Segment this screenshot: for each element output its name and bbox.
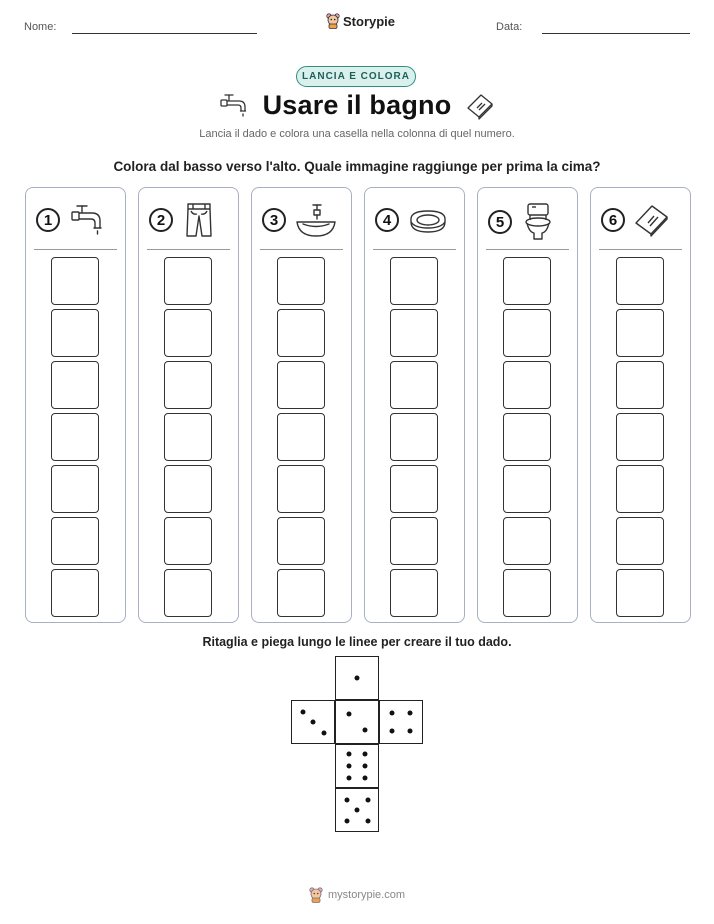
activity-badge: LANCIA E COLORA: [296, 66, 416, 87]
color-box[interactable]: [277, 309, 325, 357]
storypie-logo: [326, 13, 395, 29]
die-pip: [321, 730, 326, 735]
color-box[interactable]: [277, 257, 325, 305]
die-pip: [363, 752, 368, 757]
color-box[interactable]: [164, 465, 212, 513]
bear-mascot-icon: [326, 13, 340, 29]
die-face-center[interactable]: [335, 700, 379, 744]
box-stack: [164, 257, 212, 617]
die-face-top[interactable]: [335, 656, 379, 700]
color-box[interactable]: [164, 361, 212, 409]
color-box[interactable]: [616, 569, 664, 617]
color-box[interactable]: [616, 413, 664, 461]
color-box[interactable]: [277, 465, 325, 513]
date-line[interactable]: [542, 33, 690, 34]
color-box[interactable]: [390, 465, 438, 513]
column-header: [36, 202, 104, 238]
column-divider: [34, 249, 117, 250]
brand-name: Storypie: [343, 13, 396, 29]
color-box[interactable]: [616, 257, 664, 305]
column-1: [25, 187, 126, 623]
color-box[interactable]: [503, 413, 551, 461]
color-box[interactable]: [503, 569, 551, 617]
page-title: Usare il bagno: [262, 90, 452, 120]
faucet-icon: [68, 202, 104, 238]
die-pip: [365, 797, 370, 802]
color-box[interactable]: [51, 309, 99, 357]
name-line[interactable]: [72, 33, 257, 34]
toilet-icon: [520, 202, 556, 242]
column-divider: [373, 249, 456, 250]
number-circle: 2: [149, 208, 173, 232]
column-divider: [147, 249, 230, 250]
color-box[interactable]: [390, 517, 438, 565]
column-4: [364, 187, 465, 623]
box-stack: [616, 257, 664, 617]
box-stack: [390, 257, 438, 617]
number-circle: 1: [36, 208, 60, 232]
die-pip: [363, 728, 368, 733]
name-label: Nome:: [24, 21, 57, 33]
die-pip: [311, 720, 316, 725]
soap-icon: [407, 202, 449, 238]
die-pip: [365, 818, 370, 823]
color-box[interactable]: [277, 361, 325, 409]
column-header: [375, 202, 449, 238]
column-header: [262, 202, 338, 238]
die-pip: [346, 752, 351, 757]
die-face-bottom[interactable]: [335, 788, 379, 832]
faucet-icon: [219, 91, 249, 121]
box-stack: [277, 257, 325, 617]
column-2: [138, 187, 239, 623]
color-box[interactable]: [503, 361, 551, 409]
number-circle: 6: [601, 208, 625, 232]
die-face-left[interactable]: [291, 700, 335, 744]
cut-instruction: Ritaglia e piega lungo le linee per creare il tuo dado.: [202, 635, 512, 649]
color-box[interactable]: [390, 257, 438, 305]
die-pip: [355, 808, 360, 813]
column-6: [590, 187, 691, 623]
box-stack: [51, 257, 99, 617]
color-box[interactable]: [164, 309, 212, 357]
die-pip: [344, 797, 349, 802]
column-3: [251, 187, 352, 623]
number-circle: 4: [375, 208, 399, 232]
color-box[interactable]: [390, 569, 438, 617]
column-header: [488, 202, 556, 242]
die-pip: [389, 710, 394, 715]
die-face-lower[interactable]: [335, 744, 379, 788]
color-box[interactable]: [390, 361, 438, 409]
columns: [25, 187, 691, 623]
die-pip: [346, 764, 351, 769]
color-box[interactable]: [616, 517, 664, 565]
die-pip: [346, 711, 351, 716]
die-pip: [346, 775, 351, 780]
die-pip: [389, 729, 394, 734]
color-box[interactable]: [277, 413, 325, 461]
color-box[interactable]: [51, 257, 99, 305]
color-box[interactable]: [616, 465, 664, 513]
color-box[interactable]: [503, 517, 551, 565]
mirror-icon: [633, 202, 671, 238]
die-pip: [363, 764, 368, 769]
color-box[interactable]: [164, 569, 212, 617]
color-box[interactable]: [51, 413, 99, 461]
bear-mascot-icon: [309, 887, 323, 903]
color-box[interactable]: [616, 309, 664, 357]
color-box[interactable]: [164, 517, 212, 565]
box-stack: [503, 257, 551, 617]
column-divider: [486, 249, 569, 250]
die-pip: [300, 709, 305, 714]
color-box[interactable]: [390, 309, 438, 357]
instruction: Colora dal basso verso l'alto. Quale immagine raggiunge per prima la cima?: [113, 159, 601, 174]
date-label: Data:: [496, 21, 523, 33]
footer-url: mystorypie.com: [327, 889, 406, 901]
color-box[interactable]: [277, 569, 325, 617]
column-5: [477, 187, 578, 623]
column-divider: [599, 249, 682, 250]
number-circle: 3: [262, 208, 286, 232]
die-face-right[interactable]: [379, 700, 423, 744]
color-box[interactable]: [503, 465, 551, 513]
color-box[interactable]: [51, 569, 99, 617]
color-box[interactable]: [51, 517, 99, 565]
sink-icon: [294, 202, 338, 238]
color-box[interactable]: [51, 361, 99, 409]
pants-icon: [181, 202, 217, 238]
mirror-icon: [465, 91, 495, 121]
color-box[interactable]: [164, 413, 212, 461]
number-circle: 5: [488, 210, 512, 234]
subtitle: Lancia il dado e colora una casella nella colonna di quel numero.: [199, 128, 515, 140]
color-box[interactable]: [503, 309, 551, 357]
die-pip: [408, 710, 413, 715]
color-box[interactable]: [616, 361, 664, 409]
color-box[interactable]: [390, 413, 438, 461]
die-pip: [344, 818, 349, 823]
color-box[interactable]: [51, 465, 99, 513]
color-box[interactable]: [503, 257, 551, 305]
color-box[interactable]: [164, 257, 212, 305]
title-row: [0, 90, 714, 121]
footer: [0, 887, 714, 903]
die-pip: [363, 775, 368, 780]
color-box[interactable]: [277, 517, 325, 565]
column-header: [149, 202, 217, 238]
die-pip: [408, 729, 413, 734]
die-pip: [355, 676, 360, 681]
column-header: [601, 202, 671, 238]
column-divider: [260, 249, 343, 250]
